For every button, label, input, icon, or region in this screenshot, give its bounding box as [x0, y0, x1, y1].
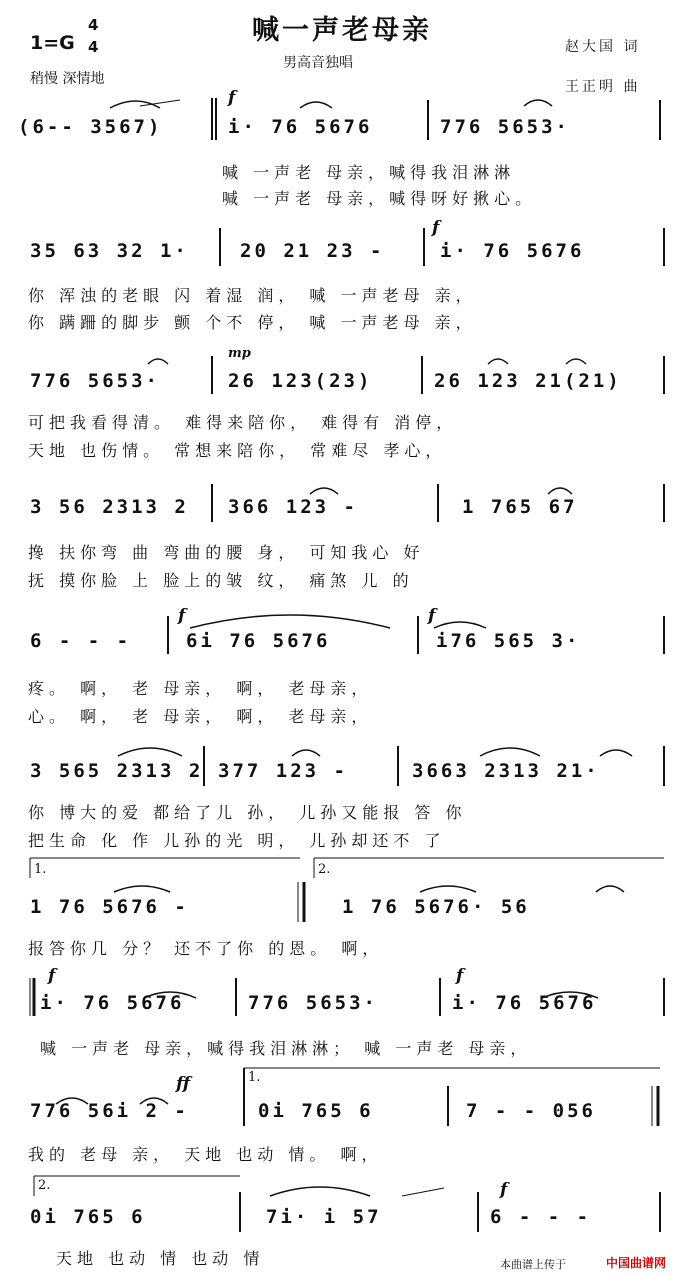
- measure: 1 765 67: [462, 496, 578, 518]
- lyric-line-1: 你 浑浊的老眼 闪 着湿 润， 喊 一声老母 亲，: [28, 286, 477, 305]
- performance-subtitle: 男高音独唱: [283, 55, 353, 71]
- lyric-line-1: 你 博大的爱 都给了儿 孙， 儿孙又能报 答 你: [28, 803, 467, 822]
- key-signature: 1=G: [30, 32, 75, 54]
- measure: 26 123 21(21): [434, 370, 622, 392]
- lyric-line-1: 可把我看得清。 难得来陪你， 难得有 消停，: [28, 413, 458, 432]
- measure: 366 123 -: [228, 496, 358, 518]
- lyric-line-2: 天地 也伤情。 常想来陪你， 常难尽 孝心，: [28, 441, 447, 460]
- measure: 6 - - -: [490, 1206, 592, 1228]
- dynamic-mark: f: [432, 218, 440, 238]
- composer-credit: 王正明 曲: [565, 79, 641, 95]
- measure: 3 56 2313 2: [30, 496, 189, 518]
- measure: 3663 2313 21·: [412, 760, 600, 782]
- measure: 3 565 2313 2: [30, 760, 204, 782]
- volta-1-label: 1.: [248, 1070, 261, 1085]
- lyric-line-1: 疼。 啊， 老 母亲， 啊， 老母亲，: [28, 679, 373, 698]
- dynamic-mark: f: [456, 966, 464, 986]
- lyric-line-2: 心。 啊， 老 母亲， 啊， 老母亲，: [28, 707, 373, 726]
- volta-2-label: 2.: [38, 1178, 51, 1193]
- measure: 26 123(23): [228, 370, 373, 392]
- dynamic-mark: f: [228, 88, 236, 108]
- measure: 0i 765 6: [258, 1100, 374, 1122]
- measure: i· 76 5676: [440, 240, 585, 262]
- measure: 20 21 23 -: [240, 240, 385, 262]
- measure: 776 5653·: [248, 992, 378, 1014]
- lyric-line-1: 报答你几 分？ 还不了你 的恩。 啊，: [28, 939, 384, 958]
- measure: i· 76 5676: [40, 992, 185, 1014]
- lyric-line-1: 我的 老母 亲， 天地 也动 情。 啊，: [28, 1145, 383, 1164]
- watermark-site-logo: 中国曲谱网: [606, 1256, 667, 1270]
- lyric-line-1: 天地 也动 情 也动 情: [56, 1249, 265, 1268]
- volta-1-label: 1.: [34, 862, 47, 877]
- measure: 776 5653·: [440, 116, 570, 138]
- lyric-line-1: 喊 一声老 母亲，喊得我泪淋淋: [222, 163, 516, 182]
- measure-intro: (6-- 3567): [18, 116, 163, 138]
- measure: 7 - - 056: [466, 1100, 596, 1122]
- dynamic-mark: mp: [228, 346, 251, 361]
- dynamic-mark: f: [178, 606, 186, 626]
- measure: i· 76 5676: [452, 992, 597, 1014]
- dynamic-mark: f: [428, 606, 436, 626]
- lyric-line-2: 你 蹒跚的脚步 颤 个不 停， 喊 一声老母 亲，: [28, 313, 477, 332]
- lyric-line-2: 抚 摸你脸 上 脸上的皱 纹， 痛煞 儿 的: [28, 571, 414, 590]
- measure: i· 76 5676: [228, 116, 373, 138]
- dynamic-mark: f: [48, 966, 56, 986]
- measure: 1 76 5676 -: [30, 896, 189, 918]
- measure: 7i· i 57: [266, 1206, 382, 1228]
- lyric-line-1: 喊 一声老 母亲，喊得我泪淋淋； 喊 一声老 母亲，: [40, 1039, 532, 1058]
- measure: 1 76 5676· 56: [342, 896, 530, 918]
- song-title: 喊一声老母亲: [252, 15, 432, 46]
- measure: 6 - - -: [30, 630, 132, 652]
- dynamic-mark: f: [500, 1180, 508, 1200]
- volta-2-label: 2.: [318, 862, 331, 877]
- measure: i76 565 3·: [436, 630, 581, 652]
- time-signature-top: 4: [88, 16, 99, 34]
- measure: 377 123 -: [218, 760, 348, 782]
- lyricist-credit: 赵大国 词: [565, 39, 641, 55]
- measure: 776 56i 2 -: [30, 1100, 189, 1122]
- tempo-marking: 稍慢 深情地: [30, 71, 105, 87]
- lyric-line-1: 搀 扶你弯 曲 弯曲的腰 身， 可知我心 好: [28, 543, 425, 562]
- time-signature-bottom: 4: [88, 38, 99, 56]
- measure: 776 5653·: [30, 370, 160, 392]
- measure: 35 63 32 1·: [30, 240, 189, 262]
- lyric-line-2: 喊 一声老 母亲，喊得呀好揪心。: [222, 189, 537, 208]
- dynamic-mark: ff: [176, 1074, 191, 1094]
- watermark-text: 本曲谱上传于: [500, 1258, 566, 1271]
- measure: 0i 765 6: [30, 1206, 146, 1228]
- lyric-line-2: 把生命 化 作 儿孙的光 明， 儿孙却还不 了: [28, 831, 446, 850]
- measure: 6i 76 5676: [186, 630, 331, 652]
